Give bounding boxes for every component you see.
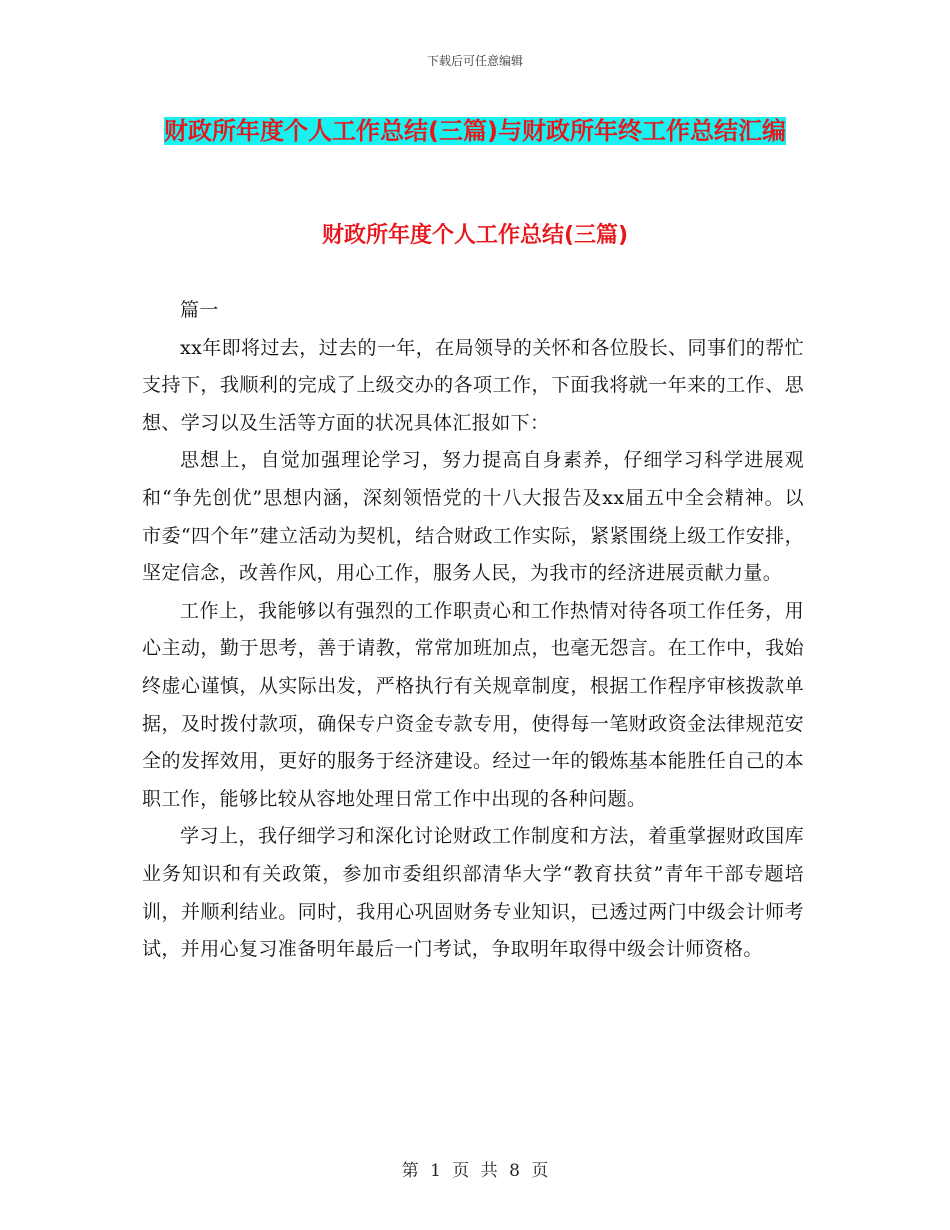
document-title-text: 财政所年度个人工作总结(三篇)与财政所年终工作总结汇编 — [164, 117, 786, 145]
paragraph: 思想上，自觉加强理论学习，努力提高自身素养，仔细学习科学进展观和“争先创优”思想内涵，深刻领悟党的十八大报告及xx届五中全会精神。以市委“四个年”建立活动为契机，结合财政工作实际，紧紧围绕上级工作安排，坚定信念，改善作风，用心工作，服务人民，为我市的经济进展贡献力量。 — [142, 449, 804, 585]
section-title: 财政所年度个人工作总结(三篇) — [321, 223, 629, 248]
document-title — [140, 108, 810, 154]
page-indicator: 第 1 页 共 8 页 — [401, 1161, 549, 1181]
header-note: 下载后可任意编辑 — [426, 54, 523, 68]
paragraph: xx年即将过去，过去的一年，在局领导的关怀和各位股长、同事们的帮忙支持下，我顺利的完成了上级交办的各项工作，下面我将就一年来的工作、思想、学习以及生活等方面的状况具体汇报如下： — [142, 336, 804, 434]
paragraph: 学习上，我仔细学习和深化讨论财政工作制度和方法，着重掌握财政国库业务知识和有关政策，参加市委组织部清华大学“教育扶贫”青年干部专题培训，并顺利结业。同时，我用心巩固财务专业知识，已透过两门中级会计师考试，并用心复习准备明年最后一门考试，争取明年取得中级会计师资格。 — [142, 825, 804, 961]
paragraph: 工作上，我能够以有强烈的工作职责心和工作热情对待各项工作任务，用心主动，勤于思考，善于请教，常常加班加点，也毫无怨言。在工作中，我始终虚心谨慎，从实际出发，严格执行有关规章制度，根据工作程序审核拨款单据，及时拨付款项，确保专户资金专款专用，使得每一笔财政资金法律规范安全的发挥效用，更好的服务于经济建设。经过一年的锻炼基本能胜任自己的本职工作，能够比较从容地处理日常工作中出现的各种问题。 — [142, 599, 804, 810]
document-body — [142, 292, 804, 969]
part-label: 篇一 — [180, 299, 219, 321]
